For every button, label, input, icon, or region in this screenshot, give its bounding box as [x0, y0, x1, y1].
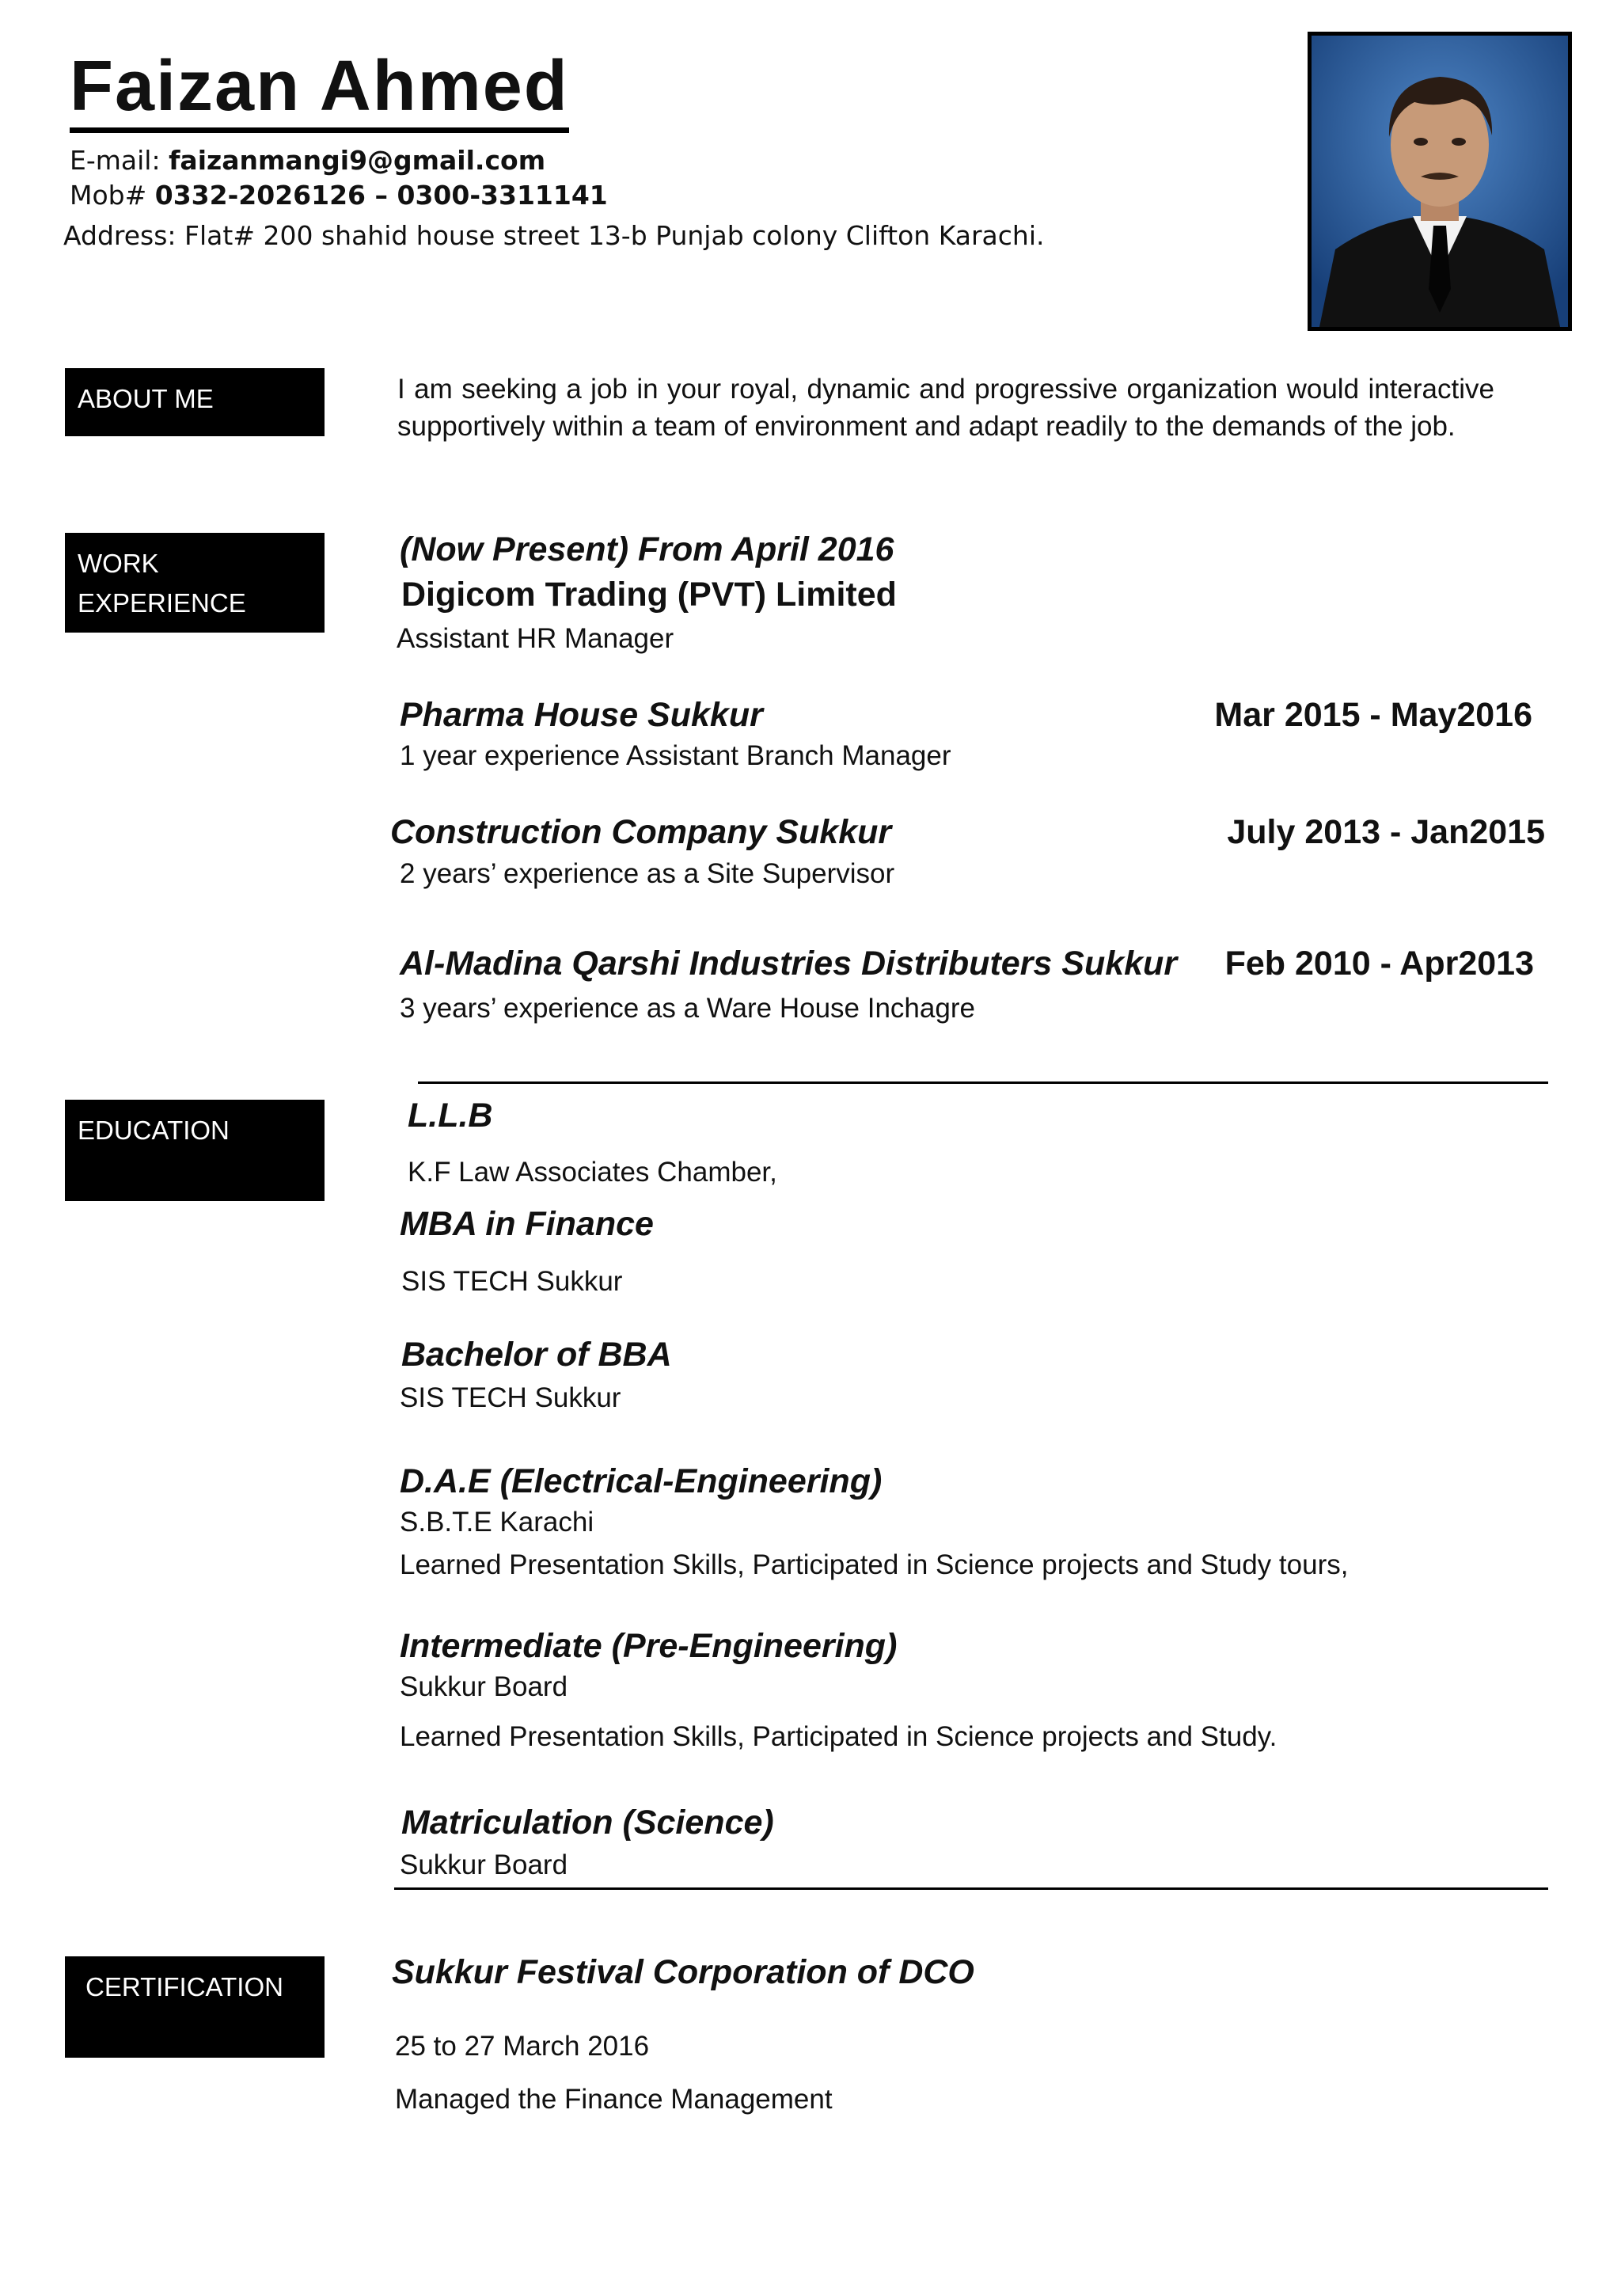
education-detail: SIS TECH Sukkur — [400, 1382, 621, 1413]
current-job-role: Assistant HR Manager — [397, 623, 674, 654]
address-line: Address: Flat# 200 shahid house street 13-b Punjab colony Clifton Karachi. — [63, 220, 1045, 251]
section-label-certification: CERTIFICATION — [65, 1956, 325, 2058]
job-dates: Feb 2010 - Apr2013 — [1224, 945, 1534, 983]
section-label-work-line1: WORK — [78, 549, 159, 578]
section-label-work-line2: EXPERIENCE — [78, 588, 246, 618]
certification-dates: 25 to 27 March 2016 — [395, 2031, 650, 2062]
mobile-value: 0332-2026126 – 0300-3311141 — [154, 180, 608, 211]
email-label: E-mail: — [70, 145, 169, 176]
mobile-label: Mob# — [70, 180, 155, 211]
section-label-education: EDUCATION — [65, 1100, 325, 1201]
education-detail: SIS TECH Sukkur — [401, 1266, 623, 1297]
current-job-company: Digicom Trading (PVT) Limited — [401, 576, 897, 614]
email-line — [70, 145, 545, 176]
section-label-about: ABOUT ME — [65, 368, 325, 436]
section-label-work — [65, 533, 325, 633]
section-divider — [394, 1887, 1548, 1890]
certification-description: Managed the Finance Management — [395, 2084, 833, 2115]
education-degree: Intermediate (Pre-Engineering) — [400, 1627, 898, 1665]
education-detail: Learned Presentation Skills, Participated in Science projects and Study tours, — [400, 1549, 1349, 1580]
education-degree: D.A.E (Electrical-Engineering) — [400, 1462, 883, 1500]
profile-photo — [1308, 32, 1572, 331]
education-detail: K.F Law Associates Chamber, — [408, 1157, 777, 1188]
education-detail: Sukkur Board — [400, 1849, 568, 1880]
job-dates: July 2013 - Jan2015 — [1227, 813, 1545, 851]
education-degree: L.L.B — [408, 1097, 493, 1135]
education-detail: Sukkur Board — [400, 1671, 568, 1702]
job-company: Construction Company Sukkur — [390, 813, 892, 851]
education-degree: MBA in Finance — [400, 1205, 654, 1243]
job-company: Pharma House Sukkur — [400, 696, 763, 734]
certification-title: Sukkur Festival Corporation of DCO — [392, 1953, 974, 1991]
about-text: I am seeking a job in your royal, dynamic and progressive organization would interactive supportively within a team of environment and adapt readily to the demands of the job. — [397, 374, 1494, 442]
job-description: 2 years’ experience as a Site Supervisor — [400, 858, 895, 889]
candidate-name: Faizan Ahmed — [70, 49, 569, 133]
job-description: 1 year experience Assistant Branch Manager — [400, 740, 951, 771]
job-company: Al-Madina Qarshi Industries Distributers Sukkur — [400, 945, 1178, 983]
job-description: 3 years’ experience as a Ware House Inchagre — [400, 993, 975, 1024]
email-value: faizanmangi9@gmail.com — [169, 145, 546, 176]
current-job-period: (Now Present) From April 2016 — [400, 530, 894, 568]
education-detail: Learned Presentation Skills, Participated in Science projects and Study. — [400, 1721, 1277, 1752]
job-dates: Mar 2015 - May2016 — [1214, 696, 1532, 734]
education-degree: Bachelor of BBA — [401, 1336, 672, 1374]
section-divider — [418, 1081, 1548, 1084]
education-detail: S.B.T.E Karachi — [400, 1507, 594, 1538]
education-degree: Matriculation (Science) — [401, 1804, 774, 1842]
portrait-illustration — [1312, 36, 1568, 327]
mobile-line — [70, 180, 608, 211]
